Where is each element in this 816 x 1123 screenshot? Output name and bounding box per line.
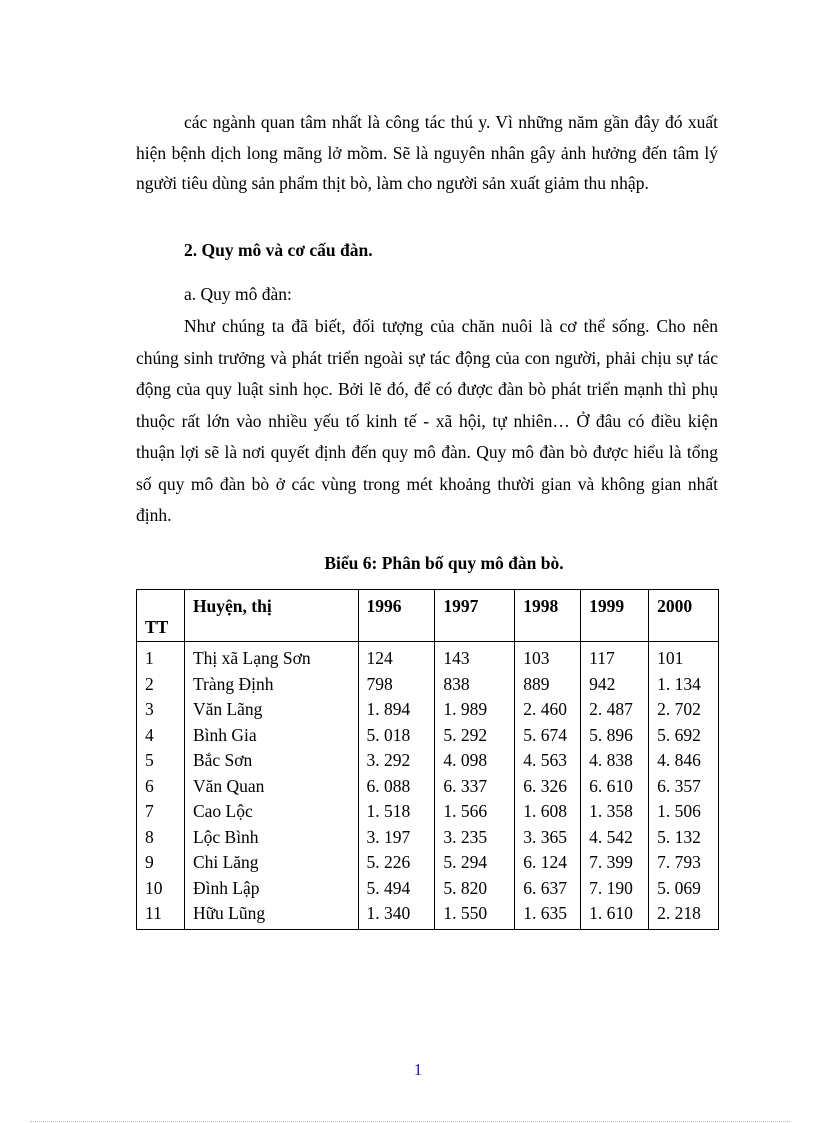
cell-value: 4. 838 bbox=[581, 748, 649, 774]
cell-value: 101 bbox=[649, 642, 719, 672]
cell-value: 1. 566 bbox=[435, 799, 515, 825]
table-body bbox=[137, 642, 719, 930]
cell-value: 5. 820 bbox=[435, 876, 515, 902]
header-year: 1998 bbox=[515, 590, 581, 642]
cell-value: 2. 702 bbox=[649, 697, 719, 723]
cell-value: 1. 635 bbox=[515, 901, 581, 929]
cell-value: 6. 357 bbox=[649, 774, 719, 800]
table-caption: Biểu 6: Phân bố quy mô đàn bò. bbox=[324, 553, 564, 573]
cell-district: Tràng Định bbox=[184, 672, 358, 698]
cell-tt: 8 bbox=[137, 825, 185, 851]
page-number: 1 bbox=[413, 1060, 423, 1079]
cell-value: 2. 487 bbox=[581, 697, 649, 723]
table-header-row bbox=[137, 590, 719, 642]
cell-value: 6. 088 bbox=[358, 774, 435, 800]
table-row bbox=[137, 672, 719, 698]
cell-tt: 4 bbox=[137, 723, 185, 749]
cell-value: 5. 692 bbox=[649, 723, 719, 749]
cell-district: Bắc Sơn bbox=[184, 748, 358, 774]
cell-value: 143 bbox=[435, 642, 515, 672]
cell-value: 1. 518 bbox=[358, 799, 435, 825]
cell-value: 1. 134 bbox=[649, 672, 719, 698]
cell-value: 1. 610 bbox=[581, 901, 649, 929]
cell-value: 6. 124 bbox=[515, 850, 581, 876]
subsection-heading: a. Quy mô đàn: bbox=[184, 284, 292, 304]
cell-value: 5. 674 bbox=[515, 723, 581, 749]
cell-tt: 3 bbox=[137, 697, 185, 723]
header-year: 1996 bbox=[358, 590, 435, 642]
cell-value: 6. 326 bbox=[515, 774, 581, 800]
cell-value: 5. 069 bbox=[649, 876, 719, 902]
herd-distribution-table bbox=[136, 589, 719, 930]
table-row bbox=[137, 748, 719, 774]
section-heading: 2. Quy mô và cơ cấu đàn. bbox=[184, 240, 373, 260]
cell-value: 3. 292 bbox=[358, 748, 435, 774]
cell-value: 4. 846 bbox=[649, 748, 719, 774]
header-district: Huyện, thị bbox=[184, 590, 358, 642]
cell-value: 117 bbox=[581, 642, 649, 672]
cell-value: 7. 190 bbox=[581, 876, 649, 902]
cell-district: Thị xã Lạng Sơn bbox=[184, 642, 358, 672]
paragraph-herd-size: Như chúng ta đã biết, đối tượng của chăn nuôi là cơ thể sống. Cho nên chúng sinh trưởng và phát triển ngoài sự tác động của con người, phải chịu sự tác động của quy luật sinh học. Bởi lẽ đó, để có được đàn bò phát triển mạnh thì phụ thuộc rất lớn vào nhiều yếu tố kinh tế - xã hội, tự nhiên… Ở đâu có điều kiện thuận lợi sẽ là nơi quyết định đến quy mô đàn. Quy mô đàn bò được hiểu là tổng số quy mô đàn bò ở các vùng trong mét khoảng thười gian và không gian nhất định. bbox=[136, 316, 718, 525]
cell-value: 5. 018 bbox=[358, 723, 435, 749]
cell-value: 124 bbox=[358, 642, 435, 672]
cell-value: 2. 218 bbox=[649, 901, 719, 929]
cell-value: 1. 608 bbox=[515, 799, 581, 825]
cell-value: 1. 894 bbox=[358, 697, 435, 723]
cell-tt: 5 bbox=[137, 748, 185, 774]
cell-value: 4. 563 bbox=[515, 748, 581, 774]
cell-value: 3. 197 bbox=[358, 825, 435, 851]
cell-value: 5. 226 bbox=[358, 850, 435, 876]
cell-tt: 6 bbox=[137, 774, 185, 800]
table-row bbox=[137, 723, 719, 749]
cell-district: Văn Lãng bbox=[184, 697, 358, 723]
cell-value: 3. 235 bbox=[435, 825, 515, 851]
cell-value: 103 bbox=[515, 642, 581, 672]
cell-tt: 2 bbox=[137, 672, 185, 698]
cell-value: 2. 460 bbox=[515, 697, 581, 723]
cell-district: Bình Gia bbox=[184, 723, 358, 749]
cell-value: 5. 292 bbox=[435, 723, 515, 749]
cell-value: 889 bbox=[515, 672, 581, 698]
table-row bbox=[137, 642, 719, 672]
cell-district: Đình Lập bbox=[184, 876, 358, 902]
table-row bbox=[137, 774, 719, 800]
table-row bbox=[137, 697, 719, 723]
cell-value: 7. 399 bbox=[581, 850, 649, 876]
cell-district: Văn Quan bbox=[184, 774, 358, 800]
cell-tt: 7 bbox=[137, 799, 185, 825]
table-row bbox=[137, 850, 719, 876]
cell-value: 1. 340 bbox=[358, 901, 435, 929]
cell-value: 798 bbox=[358, 672, 435, 698]
cell-district: Lộc Bình bbox=[184, 825, 358, 851]
header-tt: TT bbox=[137, 590, 185, 642]
cell-value: 1. 989 bbox=[435, 697, 515, 723]
cell-value: 5. 896 bbox=[581, 723, 649, 749]
cell-district: Hữu Lũng bbox=[184, 901, 358, 929]
cell-value: 6. 637 bbox=[515, 876, 581, 902]
cell-value: 4. 542 bbox=[581, 825, 649, 851]
cell-value: 7. 793 bbox=[649, 850, 719, 876]
header-year: 1997 bbox=[435, 590, 515, 642]
table-row bbox=[137, 825, 719, 851]
cell-value: 838 bbox=[435, 672, 515, 698]
cell-value: 6. 610 bbox=[581, 774, 649, 800]
cell-value: 5. 132 bbox=[649, 825, 719, 851]
table-row bbox=[137, 799, 719, 825]
cell-value: 942 bbox=[581, 672, 649, 698]
cell-tt: 1 bbox=[137, 642, 185, 672]
cell-tt: 10 bbox=[137, 876, 185, 902]
paragraph-intro: các ngành quan tâm nhất là công tác thú y. Vì những năm gần đây đó xuất hiện bệnh dịch long mãng lở mồm. Sẽ là nguyên nhân gây ảnh hưởng đến tâm lý người tiêu dùng sản phẩm thịt bò, làm cho người sản xuất giảm thu nhập. bbox=[136, 112, 718, 193]
cell-value: 1. 358 bbox=[581, 799, 649, 825]
cell-value: 1. 506 bbox=[649, 799, 719, 825]
cell-tt: 11 bbox=[137, 901, 185, 929]
header-year: 1999 bbox=[581, 590, 649, 642]
header-year: 2000 bbox=[649, 590, 719, 642]
table-row bbox=[137, 901, 719, 929]
cell-value: 6. 337 bbox=[435, 774, 515, 800]
cell-value: 4. 098 bbox=[435, 748, 515, 774]
cell-value: 1. 550 bbox=[435, 901, 515, 929]
cell-district: Cao Lộc bbox=[184, 799, 358, 825]
footer-divider bbox=[30, 1121, 790, 1122]
cell-district: Chi Lăng bbox=[184, 850, 358, 876]
cell-value: 3. 365 bbox=[515, 825, 581, 851]
cell-value: 5. 494 bbox=[358, 876, 435, 902]
cell-tt: 9 bbox=[137, 850, 185, 876]
cell-value: 5. 294 bbox=[435, 850, 515, 876]
table-row bbox=[137, 876, 719, 902]
